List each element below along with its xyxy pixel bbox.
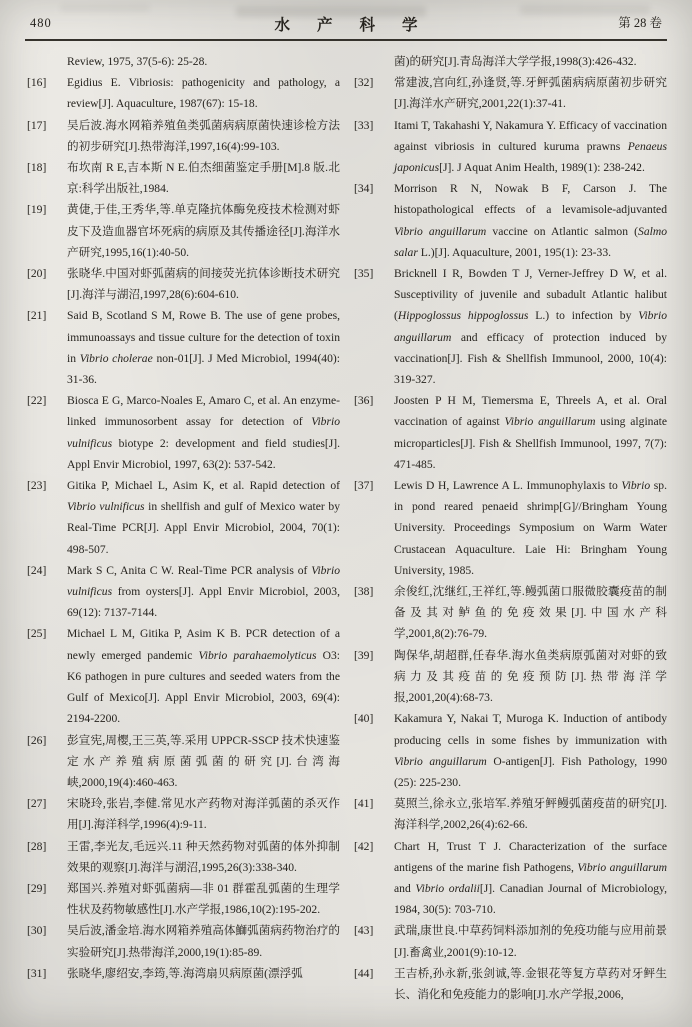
reference-number: [33]	[354, 118, 374, 132]
reference-text: 武瑞,康世良.中草药饲料添加剂的免疫功能与应用前景[J].畜禽业,2001(9):10-12.	[394, 924, 667, 959]
header-rule	[25, 39, 667, 41]
reference-number: [18]	[27, 161, 47, 175]
reference-text: Review, 1975, 37(5-6): 25-28.	[67, 55, 208, 68]
reference-number: [39]	[354, 648, 374, 662]
reference-number: [27]	[27, 797, 47, 811]
reference-number: [36]	[354, 394, 374, 408]
reference-item	[27, 390, 340, 475]
reference-item	[354, 390, 667, 475]
reference-number: [41]	[354, 797, 374, 811]
reference-item	[27, 836, 340, 878]
references-column-right	[354, 51, 667, 1023]
reference-number: [19]	[27, 203, 47, 217]
reference-item	[27, 878, 340, 920]
reference-item	[27, 51, 340, 72]
reference-item	[27, 263, 340, 305]
reference-text: 宋晓玲,张岩,李健.常见水产药物对海洋弧菌的杀灭作用[J].海洋科学,1996(4):9-11.	[67, 797, 340, 832]
reference-text: Michael L M, Gitika P, Asim K B. PCR detection of a newly emerged pandemic Vibrio parahaemolyticus O3: K6 pathogen in pure cultures and seeded waters from the Gulf of Mexico[J]. Appl Envir Microbiol, 2003, 69(4): 2194-2200.	[67, 627, 341, 726]
page-number: 480	[30, 16, 52, 30]
reference-number: [32]	[354, 76, 374, 90]
reference-text: Joosten P H M, Tiemersma E, Threels A, et al. Oral vaccination of against Vibrio anguillarum using alginate microparticles[J]. Fish & Shellfish Immunool, 1997, 7(7): 471-485.	[394, 394, 667, 471]
reference-text: 郑国兴.养殖对虾弧菌病—非 01 群霍乱弧菌的生理学性状及药物敏感性[J].水产学报,1986,10(2):195-202.	[67, 881, 340, 917]
reference-item	[354, 581, 667, 645]
reference-number: [40]	[354, 712, 374, 726]
reference-text: 王吉桥,孙永新,张剑诚,等.金银花等复方草药对牙鲆生长、消化和免疫能力的影响[J].水产学报,2006,	[394, 966, 667, 1001]
volume-label: 第 28 卷	[618, 16, 662, 30]
reference-item	[27, 115, 340, 157]
reference-number: [21]	[27, 309, 47, 323]
reference-number: [28]	[27, 839, 47, 853]
reference-text: 菌)的研究[J].青岛海洋大学学报,1998(3):426-432.	[394, 55, 637, 68]
journal-title: 水产科学	[274, 17, 445, 34]
reference-text: Lewis D H, Lawrence A L. Immunophylaxis to Vibrio sp. in pond reared penaeid shrimp[G]//Bringham Young University. Proceedings Symposium on Warm Water Crustacean Aquaculture. Laie Hi: Bringham Young University, 1985.	[394, 479, 667, 577]
reference-item	[354, 178, 667, 263]
reference-item	[354, 51, 667, 72]
reference-text: 王雷,李光友,毛远兴.11 种天然药物对弧菌的体外抑制效果的观察[J].海洋与湖沼,1995,26(3):338-340.	[67, 839, 340, 874]
reference-text: 张晓华.中国对虾弧菌病的间接荧光抗体诊断技术研究[J].海洋与湖沼,1997,28(6):604-610.	[67, 267, 340, 302]
reference-item	[354, 645, 667, 709]
reference-item	[354, 708, 667, 793]
reference-text: Kakamura Y, Nakai T, Muroga K. Induction of antibody producing cells in some fishes by immunization with Vibrio anguillarum O-antigen[J]. Fish Pathology, 1990 (25): 225-230.	[394, 712, 667, 789]
reference-item	[27, 623, 340, 729]
reference-item	[27, 305, 340, 390]
reference-number: [30]	[27, 924, 47, 938]
reference-text: Morrison R N, Nowak B F, Carson J. The histopathological effects of a levamisole-adjuvanted Vibrio anguillarum vaccine on Atlantic salmon (Salmo salar L.)[J]. Aquaculture, 2001, 195(1): 23-33.	[394, 182, 667, 259]
reference-item	[27, 560, 340, 624]
reference-number: [17]	[27, 118, 47, 132]
reference-text: Said B, Scotland S M, Rowe B. The use of gene probes, immunoassays and tissue culture for the detection of toxin in Vibrio cholerae non-01[J]. J Med Microbiol, 1994(40): 31-36.	[67, 309, 340, 387]
reference-text: Chart H, Trust T J. Characterization of the surface antigens of the marine fish Pathogens, Vibrio anguillarum and Vibrio ordalii[J]. Canadian Journal of Microbiology, 1984, 30(5): 703-710.	[394, 839, 668, 917]
reference-number: [35]	[354, 267, 374, 281]
reference-number: [42]	[354, 839, 374, 853]
reference-item	[27, 157, 340, 199]
reference-number: [34]	[354, 182, 374, 196]
reference-text: Biosca E G, Marco-Noales E, Amaro C, et al. An enzyme-linked immunosorbent assay for detection of Vibrio vulnificus biotype 2: development and field studies[J]. Appl Envir Microbiol, 1997, 63(2): 537-542.	[67, 394, 340, 471]
reference-item	[354, 115, 667, 179]
reference-number: [25]	[27, 627, 47, 641]
reference-item	[354, 263, 667, 390]
reference-text: Gitika P, Michael L, Asim K, et al. Rapid detection of Vibrio vulnificus in shellfish and gulf of Mexico water by Real-Time PCR[J]. Appl Envir Microbiol, 2004, 70(1): 498-507.	[67, 479, 340, 556]
reference-item	[27, 793, 340, 835]
page-header	[30, 13, 662, 35]
reference-item	[354, 475, 667, 581]
references-column-left	[27, 51, 340, 1023]
reference-number: [43]	[354, 924, 374, 938]
reference-item	[354, 793, 667, 835]
reference-number: [20]	[27, 267, 47, 281]
reference-text: 余俊红,沈继红,王祥红,等.鳗弧菌口服微胶囊疫苗的制备及其对鲈鱼的免疫效果[J].中国水产科学,2001,8(2):76-79.	[394, 585, 667, 641]
reference-item	[354, 963, 667, 1005]
reference-item	[27, 920, 340, 962]
reference-item	[27, 475, 340, 560]
reference-text: 陶保华,胡超群,任春华.海水鱼类病原弧菌对对虾的致病力及其疫苗的免疫预防[J].热带海洋学报,2001,20(4):68-73.	[394, 648, 667, 705]
reference-text: 布坎南 R E,吉本斯 N E.伯杰细菌鉴定手册[M].8 版.北京:科学出版社,1984.	[67, 161, 340, 196]
reference-text: Mark S C, Anita C W. Real-Time PCR analysis of Vibrio vulnificus from oysters[J]. Appl Envir Microbiol, 2003, 69(12): 7137-7144.	[67, 563, 340, 620]
reference-number: [23]	[27, 479, 47, 493]
reference-text: 张晓华,廖绍安,李筠,等.海湾扇贝病原菌(漂浮弧	[67, 966, 303, 980]
reference-number: [26]	[27, 733, 47, 747]
reference-text: 常建波,宫向红,孙逢贤,等.牙鲆弧菌病病原菌初步研究[J].海洋水产研究,2001,22(1):37-41.	[394, 76, 667, 111]
reference-number: [37]	[354, 479, 374, 493]
references-columns	[27, 51, 667, 1023]
reference-item	[27, 199, 340, 263]
reference-item	[27, 963, 340, 984]
reference-item	[354, 836, 667, 921]
reference-number: [29]	[27, 881, 47, 895]
reference-item	[27, 72, 340, 114]
reference-text: Egidius E. Vibriosis: pathogenicity and pathology, a review[J]. Aquaculture, 1987(67): 15-18.	[67, 76, 340, 111]
reference-item	[27, 730, 340, 794]
reference-number: [22]	[27, 394, 47, 408]
reference-text: Itami T, Takahashi Y, Nakamura Y. Efficacy of vaccination against vibriosis in cultured kuruma prawns Penaeus japonicus[J]. J Aquat Anim Health, 1989(1): 238-242.	[394, 118, 667, 175]
reference-text: 吴后波.海水网箱养殖鱼类弧菌病病原菌快速诊检方法的初步研究[J].热带海洋,1997,16(4):99-103.	[67, 118, 340, 153]
reference-number: [31]	[27, 966, 47, 980]
scan-artifact	[60, 4, 150, 12]
reference-text: Bricknell I R, Bowden T J, Verner-Jeffrey D W, et al. Susceptivility of juvenile and subadult Atlantic halibut (Hippoglossus hippoglossus L.) to infection by Vibrio anguillarum and efficacy of protection induced by vaccination[J]. Fish & Shellfish Immunool, 2000, 10(4): 319-327.	[394, 267, 668, 387]
reference-number: [44]	[354, 966, 374, 980]
reference-text: 莫照兰,徐永立,张培军.养殖牙鲆鳗弧菌疫苗的研究[J].海洋科学,2002,26(4):62-66.	[394, 797, 667, 832]
reference-item	[354, 920, 667, 962]
reference-number: [16]	[27, 76, 47, 90]
reference-text: 彭宣宪,周樱,王三英,等.采用 UPPCR-SSCP 技术快速鉴定水产养殖病原菌弧菌的研究[J].台湾海峡,2000,19(4):460-463.	[67, 733, 340, 789]
reference-number: [24]	[27, 563, 47, 577]
reference-number: [38]	[354, 585, 374, 599]
reference-item	[354, 72, 667, 114]
reference-text: 黄倢,于佳,王秀华,等.单克隆抗体酶免疫技术检测对虾皮下及造血器官坏死病的病原及其传播途径[J].海洋水产研究,1995,16(1):40-50.	[67, 203, 340, 259]
reference-text: 吴后波,潘金培.海水网箱养殖高体鰤弧菌病药物治疗的实验研究[J].热带海洋,2000,19(1):85-89.	[67, 924, 340, 959]
